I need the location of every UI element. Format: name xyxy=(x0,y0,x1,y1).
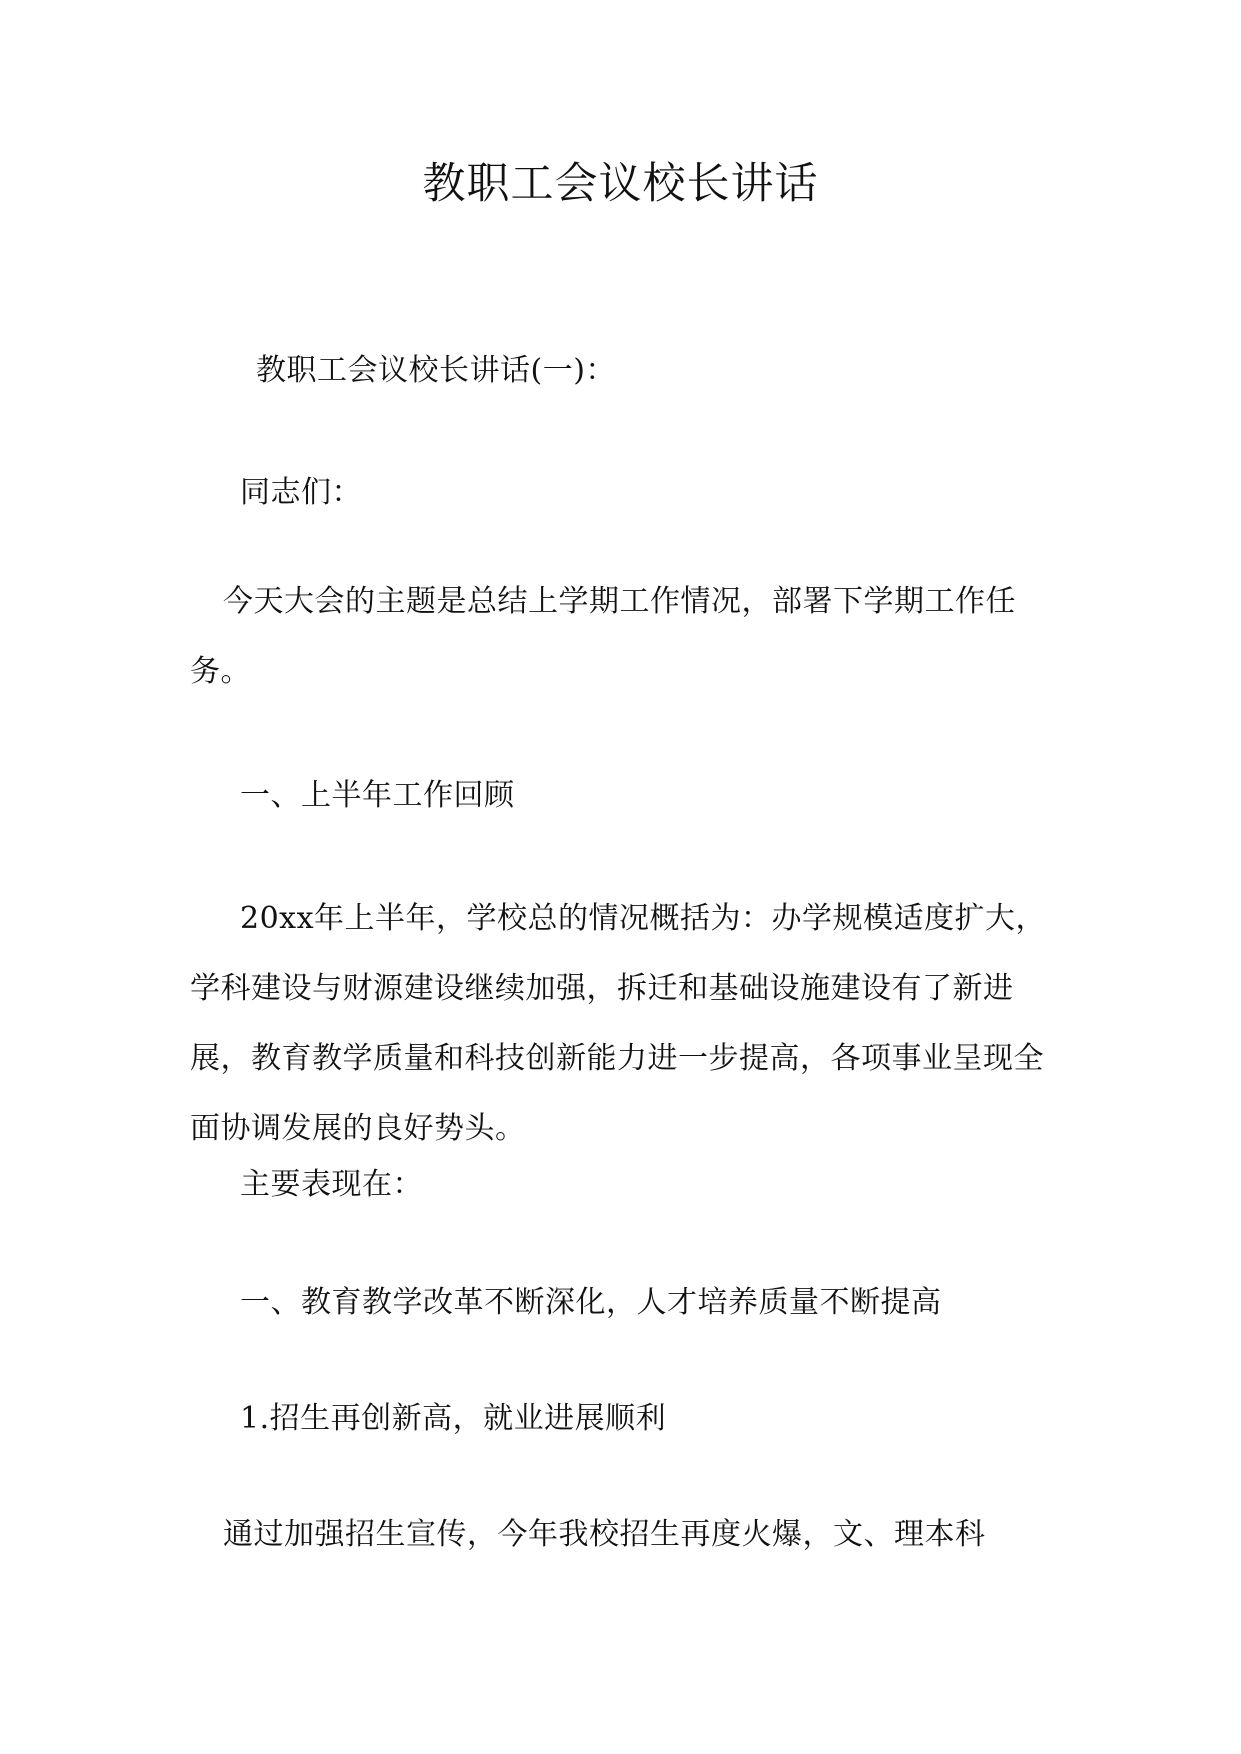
section-heading-education: 一、教育教学改革不断深化，人才培养质量不断提高 xyxy=(240,1285,942,1320)
enrollment-paragraph: 通过加强招生宣传，今年我校招生再度火爆，文、理本科 xyxy=(223,1517,986,1552)
theme-paragraph: 今天大会的主题是总结上学期工作情况，部署下学期工作任务。 xyxy=(190,584,1016,689)
greeting-paragraph: 同志们： xyxy=(240,475,362,510)
document-title: 教职工会议校长讲话 xyxy=(422,159,819,209)
subsection-heading-enrollment: 1.招生再创新高，就业进展顺利 xyxy=(240,1401,667,1436)
section-heading-review: 一、上半年工作回顾 xyxy=(240,778,515,813)
main-points-paragraph: 主要表现在： xyxy=(240,1167,423,1202)
summary-paragraph: 20xx年上半年，学校总的情况概括为：办学规模适度扩大，学科建设与财源建设继续加强，拆迁和基础设施建设有了新进展，教育教学质量和科技创新能力进一步提高，各项事业呈现全面协调发展的良好势头。 xyxy=(190,901,1047,1146)
subtitle-paragraph: 教职工会议校长讲话(一)： xyxy=(256,353,616,388)
